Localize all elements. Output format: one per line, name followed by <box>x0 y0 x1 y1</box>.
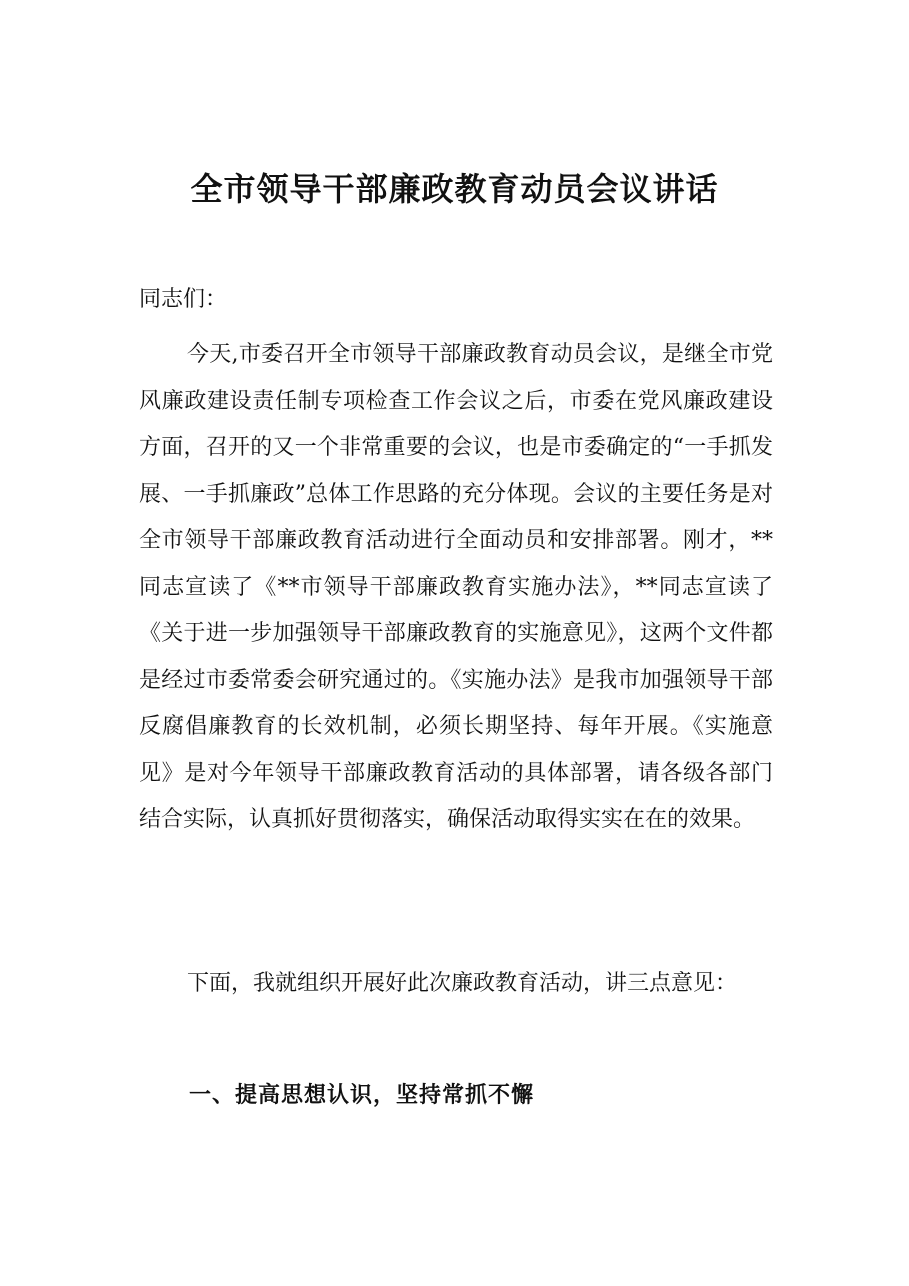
salutation: 同志们： <box>139 287 228 312</box>
section-heading: 一、提高思想认识，坚持常抓不懈 <box>189 1082 535 1108</box>
document-title: 全市领导干部廉政教育动员会议讲话 <box>190 170 719 209</box>
paragraph-opening: 今天,市委召开全市领导干部廉政教育动员会议，是继全市党风廉政建设责任制专项检查工作会议之后，市委在党风廉政建设方面，召开的又一个非常重要的会议，也是市委确定的“一手抓发展、一手抓廉政”总体工作思路的充分体现。会议的主要任务是对全市领导干部廉政教育活动进行全面动员和安排部署。刚才，**同志宣读了《**市领导干部廉政教育实施办法》，**同志宣读了《关于进一步加强领导干部廉政教育的实施意见》，这两个文件都是经过市委常委会研究通过的。《实施办法》是我市加强领导干部反腐倡廉教育的长效机制，必须长期坚持、每年开展。《实施意见》是对今年领导干部廉政教育活动的具体部署，请各级各部门结合实际，认真抓好贯彻落实，确保活动取得实实在在的效果。 <box>139 342 773 832</box>
paragraph-intro-points: 下面，我就组织开展好此次廉政教育活动，讲三点意见： <box>187 971 738 996</box>
